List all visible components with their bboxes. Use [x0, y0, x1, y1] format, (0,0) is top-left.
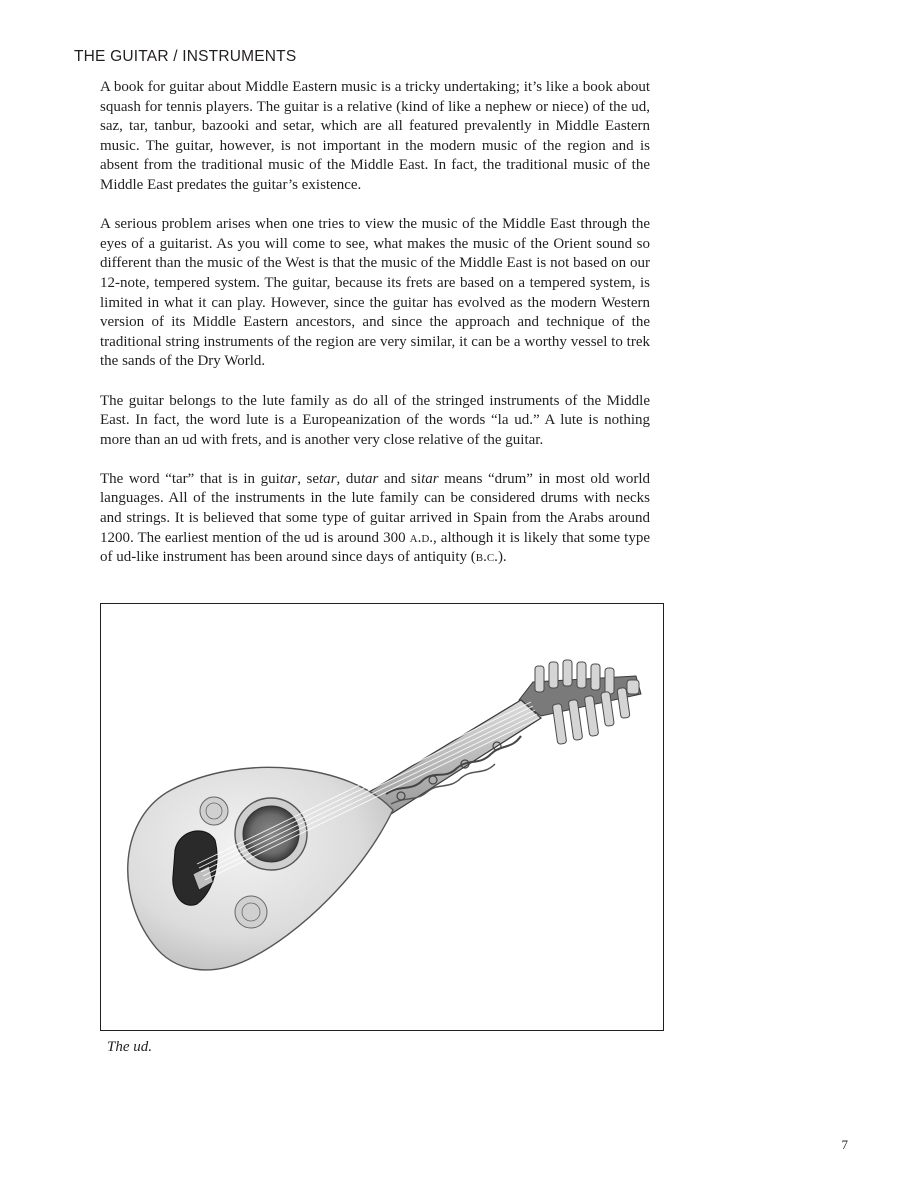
figure-frame	[100, 603, 664, 1031]
neck	[369, 700, 541, 814]
body-text	[100, 78, 650, 587]
text-run: The word “tar” that is in gui	[100, 470, 280, 487]
pegbox	[519, 660, 641, 744]
small-caps-run: a.d.	[409, 529, 434, 546]
italic-run: tar	[421, 470, 439, 487]
text-run: , du	[336, 470, 361, 487]
text-run: means “drum” in most old world languages. All of the instruments in the lute family can be considered drums with necks and strings. It is believed that some type of guitar arrived in Spain from the Arabs around 1200. The earliest mention of the ud is around 300	[100, 470, 651, 546]
running-header: THE GUITAR / INSTRUMENTS	[74, 48, 297, 65]
text-run: ).	[497, 549, 507, 566]
paragraph-4	[100, 470, 650, 568]
ud-illustration	[101, 604, 663, 1030]
figure-caption: The ud.	[107, 1039, 152, 1055]
italic-run: tar	[319, 470, 337, 487]
italic-run: tar	[360, 470, 379, 487]
paragraph-3: The guitar belongs to the lute family as do all of the stringed instruments of the Middle East. In fact, the word lute is a Europeanization of the words “la ud.” A lute is nothing more than an ud with frets, and is another very close relative of the guitar.	[100, 392, 650, 448]
small-caps-run: b.c.	[475, 549, 498, 566]
text-run: , although it is likely that some type of ud-like instrument has been around since days of antiquity (	[100, 529, 650, 566]
paragraph-1: A book for guitar about Middle Eastern music is a tricky undertaking; it’s like a book about squash for tennis players. The guitar is a relative (kind of like a nephew or niece) of the ud, saz, tar, tanbur, bazooki and setar, which are all featured prevalently in Middle Eastern music. The guitar, however, is not important in the modern music of the region and is absent from the traditional music of the Middle East. In fact, the traditional music of the Middle East predates the guitar’s existence.	[100, 79, 650, 193]
paragraph-2: A serious problem arises when one tries to view the music of the Middle East through the eyes of a guitarist. As you will come to see, what makes the music of the Orient sound so different than the music of the West is that the music of the Middle East is not based on our 12-note, tempered system. The guitar, because its frets are based on a tempered system, is limited in what it can play. However, since the guitar has evolved as the modern Western version of its Middle Eastern ancestors, and since the approach and technique of the traditional string instruments of the region are very similar, it can be a worthy vessel to trek the sands of the Dry World.	[100, 216, 650, 370]
text-run: and si	[378, 470, 422, 487]
text-run: , se	[297, 470, 320, 487]
page-number: 7	[841, 1137, 848, 1152]
italic-run: tar	[279, 470, 298, 487]
